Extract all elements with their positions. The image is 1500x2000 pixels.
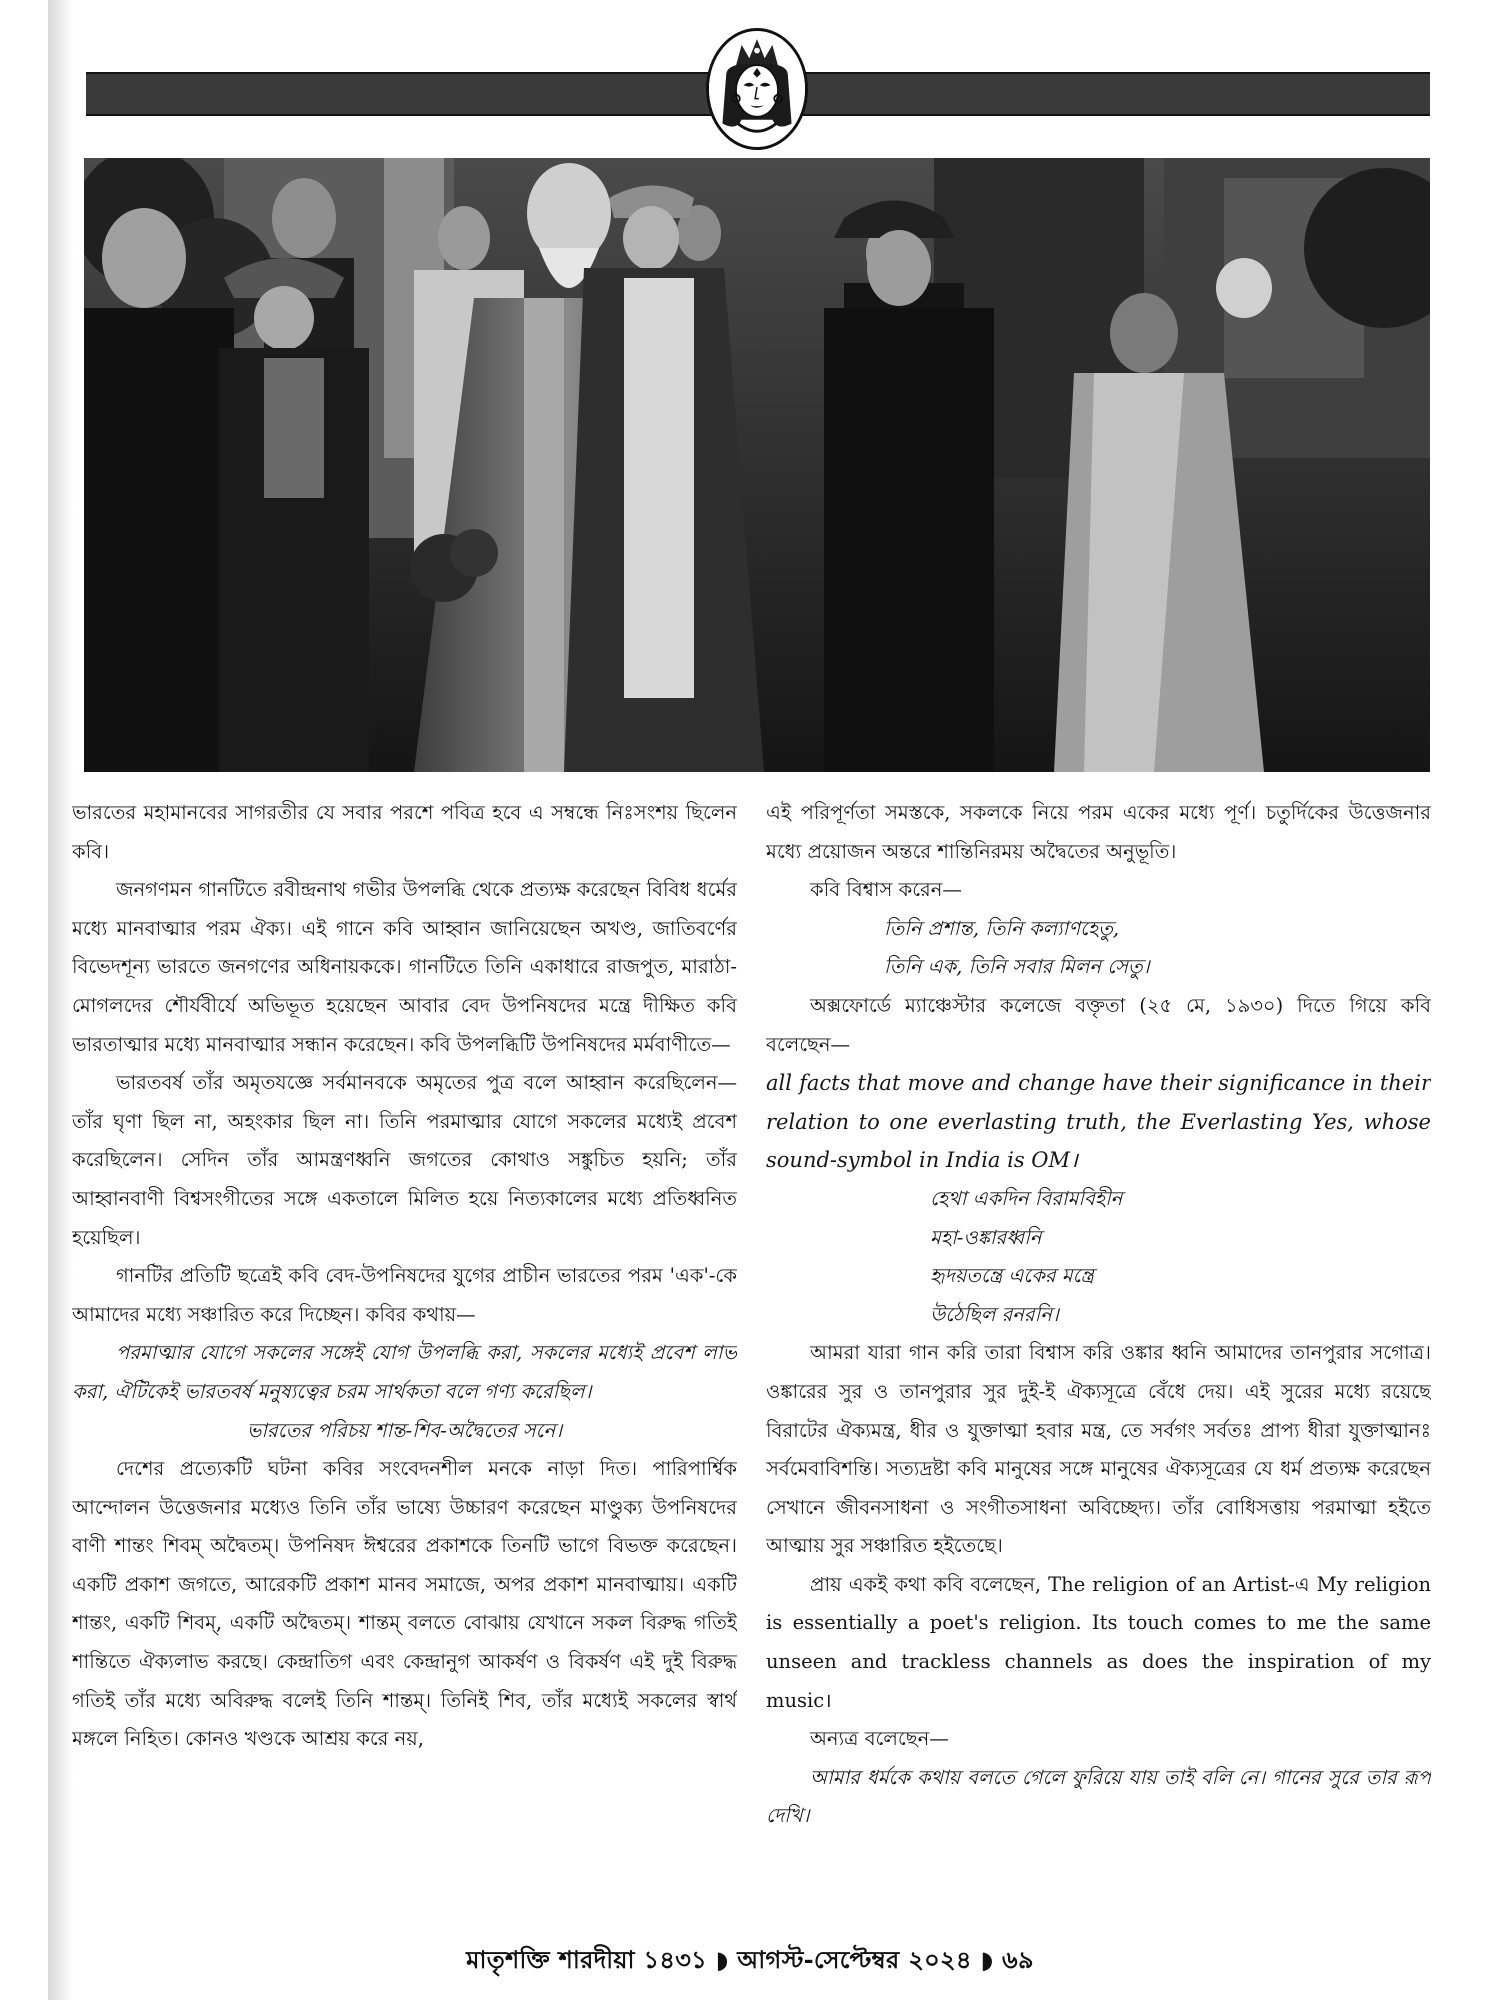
verse-line: উঠেছিল রনরনি। [930, 1302, 1059, 1326]
paragraph: গানটির প্রতিটি ছত্রেই কবি বেদ-উপনিষদের যুগের প্রাচীন ভারতের পরম 'এক'-কে আমাদের মধ্যে সঞ্চারিত করে দিচ্ছেন। কবির কথায়— [72, 1264, 737, 1326]
right-text-column [766, 794, 1431, 1904]
paragraph: আমরা যারা গান করি তারা বিশ্বাস করি ওঙ্কার ধ্বনি আমাদের তানপুরার সগোত্র। ওঙ্কারের সুর ও তানপুরার সুর দুই-ই ঐক্যসূত্রে বেঁধে দেয়। এই সুরের মধ্যে রয়েছে বিরাটের ঐক্যমন্ত্র, ধীর ও যুক্তাত্মা হবার মন্ত্র, তে সর্বগং সর্বতঃ প্রাপ্য ধীরা যুক্তাত্মানঃ সর্বমেবাবিশন্তি। সত্যদ্রষ্টা কবি মানুষের সঙ্গে মানুষের ঐক্যসূত্রের যে ধর্ম প্রত্যক্ষ করেছেন সেখানে জীবনসাধনা ও সংগীতসাধনা অবিচ্ছেদ্য। তাঁর বোধিসত্তায় পরমাত্মা হইতে আত্মায় সুর সঞ্চারিত হইতেছে। [766, 1341, 1431, 1558]
paragraph: প্রায় একই কথা কবি বলেছেন, The religion of an Artist-এ My religion is essentially a poet's religion. Its touch comes to me the same unseen and trackless channels as does the inspiration of my music। [766, 1572, 1431, 1712]
quote-line: ভারতের পরিচয় শান্ত-শিব-অদ্বৈতের সনে। [246, 1418, 563, 1442]
verse-line: হৃদয়তন্ত্রে একের মন্ত্রে [930, 1264, 1094, 1288]
paragraph: ভারতবর্ষ তাঁর অমৃতযজ্ঞে সর্বমানবকে অমৃতের পুত্র বলে আহ্বান করেছিলেন— তাঁর ঘৃণা ছিল না, অহংকার ছিল না। তিনি পরমাত্মার যোগে সকলের মধ্যেই প্রবেশ করেছিলেন। সেদিন তাঁর আমন্ত্রণধ্বনি জগতের কোথাও সঙ্কুচিত হয়নি; তাঁর আহ্বানবাণী বিশ্বসংগীতের সঙ্গে একতালে মিলিত হয়ে নিত্যকালের মধ্যে প্রতিধ্বনিত হয়েছিল। [72, 1071, 737, 1249]
group-photograph-icon [84, 158, 1430, 772]
paragraph: কবি বিশ্বাস করেন— [810, 878, 962, 902]
quote-paragraph: পরমাত্মার যোগে সকলের সঙ্গেই যোগ উপলব্ধি করা, সকলের মধ্যেই প্রবেশ লাভ করা, ঐটিকেই ভারতবর্ষ মনুষ্যত্বের চরম সার্থকতা বলে গণ্য করেছিল। [72, 1341, 737, 1403]
page-footer: মাতৃশক্তি শারদীয়া ১৪৩১ ◗ আগস্ট-সেপ্টেম্বর ২০২৪ ◗ ৬৯ [466, 1945, 1034, 1974]
verse-line: মহা-ওঙ্কারধ্বনি [930, 1225, 1042, 1249]
paragraph: এই পরিপূর্ণতা সমস্তকে, সকলকে নিয়ে পরম একের মধ্যে পূর্ণ। চতুর্দিকের উত্তেজনার মধ্যে প্রয়োজন অন্তরে শান্তিনিরময় অদ্বৈতের অনুভূতি। [766, 801, 1431, 863]
left-text-column [72, 794, 737, 1904]
paragraph: জনগণমন গানটিতে রবীন্দ্রনাথ গভীর উপলব্ধি থেকে প্রত্যক্ষ করেছেন বিবিধ ধর্মের মধ্যে মানবাত্মার পরম ঐক্য। এই গানে কবি আহ্বান জানিয়েছেন অখণ্ড, জাতিবর্ণের বিভেদশূন্য ভারতে জনগণের অধিনায়ককে। গানটিতে তিনি একাধারে রাজপুত, মারাঠা-মোগলদের শৌর্যবীর্যে অভিভূত হয়েছেন আবার বেদ উপনিষদের মন্ত্রে দীক্ষিত কবি ভারতাত্মার মধ্যে মানবাত্মার সন্ধান করেছেন। কবি উপলব্ধিটি উপনিষদের মর্মবাণীতে— [72, 878, 737, 1056]
english-quote: all facts that move and change have their significance in their relation to one everlasting truth, the Everlasting Yes, whose sound-symbol in India is OM। [766, 1071, 1431, 1173]
paragraph: দেশের প্রত্যেকটি ঘটনা কবির সংবেদনশীল মনকে নাড়া দিত। পারিপার্শ্বিক আন্দোলন উত্তেজনার মধ্যেও তিনি তাঁর ভাষ্যে উচ্চারণ করেছেন মাণ্ডুক্য উপনিষদের বাণী শান্তং শিবম্ অদ্বৈতম্। উপনিষদ ঈশ্বরের প্রকাশকে তিনটি ভাগে বিভক্ত করেছেন। একটি প্রকাশ জগতে, আরেকটি প্রকাশ মানব সমাজে, অপর প্রকাশ মানবাত্মায়। একটি শান্তং, একটি শিবম্, একটি অদ্বৈতম্। শান্তম্ বলতে বোঝায় যেখানে সকল বিরুদ্ধ গতিই শান্তিতে ঐক্যলাভ করছে। কেন্দ্রাতিগ এবং কেন্দ্রানুগ আকর্ষণ ও বিকর্ষণ এই দুই বিরুদ্ধ গতিই তাঁর মধ্যে অবিরুদ্ধ বলেই তিনি শান্তম্। তিনিই শিব, তাঁর মধ্যেই সকলের স্বার্থ মঙ্গলে নিহিত। কোনও খণ্ডকে আশ্রয় করে নয়, [72, 1457, 737, 1751]
paragraph: ভারতের মহামানবের সাগরতীর যে সবার পরশে পবিত্র হবে এ সম্বন্ধে নিঃসংশয় ছিলেন কবি। [72, 801, 737, 863]
paragraph: অক্সফোর্ডে ম্যাঞ্চেস্টার কলেজে বক্তৃতা (২৫ মে, ১৯৩০) দিতে গিয়ে কবি বলেছেন— [766, 993, 1431, 1056]
goddess-durga-emblem-icon [706, 28, 808, 150]
verse-line: হেথা একদিন বিরামবিহীন [930, 1186, 1123, 1210]
quote-paragraph: আমার ধর্মকে কথায় বলতে গেলে ফুরিয়ে যায় তাই বলি নে। গানের সুরে তার রূপ দেখি। [766, 1765, 1431, 1828]
paragraph: অন্যত্র বলেছেন— [810, 1727, 949, 1751]
page-gutter-shadow [48, 0, 74, 2000]
verse-line: তিনি প্রশান্ত, তিনি কল্যাণহেতু, [884, 916, 1120, 940]
verse-line: তিনি এক, তিনি সবার মিলন সেতু। [884, 955, 1150, 979]
